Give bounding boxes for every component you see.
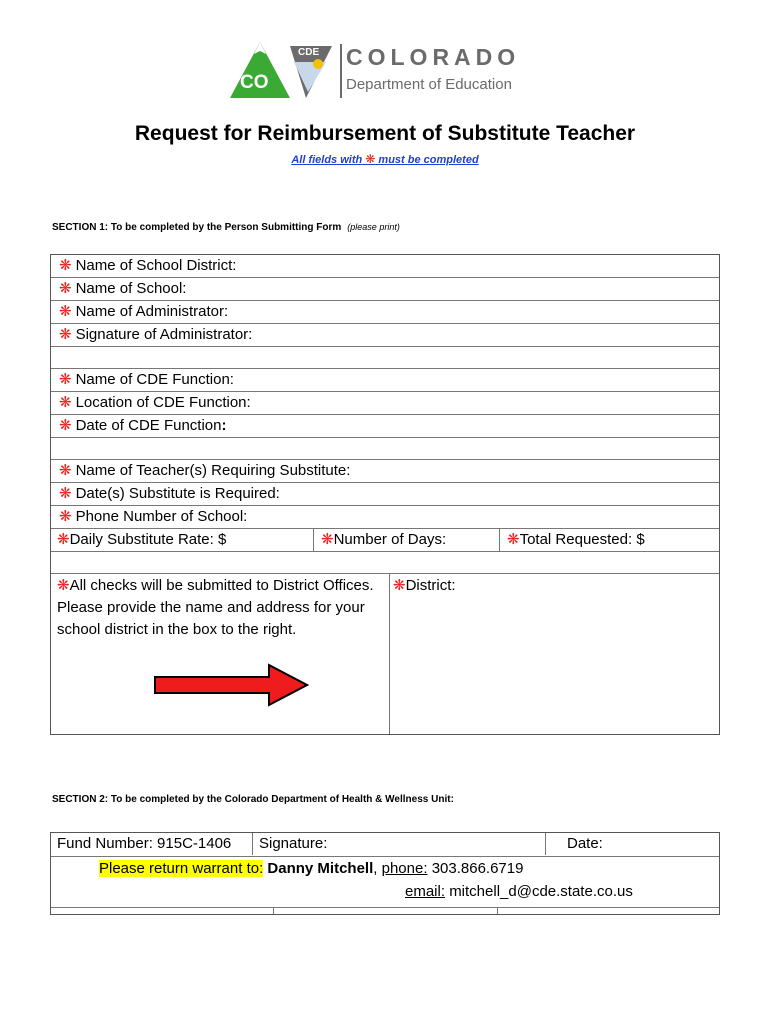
field-label: Signature of Administrator: — [75, 326, 253, 343]
brand-subtitle: Department of Education — [346, 76, 512, 93]
required-note-before: All fields with — [291, 154, 363, 166]
field-cde-location[interactable] — [51, 392, 719, 415]
cell-divider — [499, 529, 500, 551]
cde-logo — [228, 40, 548, 104]
field-school-district[interactable] — [51, 255, 719, 278]
field-label: Name of School: — [75, 280, 187, 297]
required-star-icon: ❋ — [59, 508, 72, 525]
field-school[interactable] — [51, 278, 719, 301]
required-star-icon: ❋ — [59, 326, 72, 343]
logo-badge-text: CDE — [298, 47, 320, 58]
section1-note: (please print) — [347, 222, 400, 232]
email-line — [405, 881, 633, 903]
required-star-icon: ❋ — [321, 531, 334, 548]
field-section2-signature[interactable]: Signature: — [259, 835, 328, 852]
field-district-address[interactable] — [393, 575, 456, 597]
field-daily-rate[interactable] — [53, 529, 313, 551]
field-label: Daily Substitute Rate: $ — [69, 531, 227, 548]
field-cde-function[interactable] — [51, 369, 719, 392]
required-star-icon: ❋ — [507, 531, 520, 548]
section1-form — [50, 254, 720, 735]
field-label: Name of Administrator: — [75, 303, 229, 320]
fund-row — [51, 833, 719, 857]
field-total-requested[interactable] — [503, 529, 717, 551]
required-fields-note — [0, 152, 770, 166]
field-number-of-days[interactable] — [317, 529, 499, 551]
required-note-after: must be completed — [378, 154, 479, 166]
field-school-phone[interactable] — [51, 506, 719, 529]
required-star-icon: ❋ — [59, 280, 72, 297]
logo-mark-text: CO — [240, 72, 269, 93]
spacer-row — [51, 347, 719, 369]
required-star-icon: ❋ — [57, 531, 70, 548]
cell-divider — [273, 907, 274, 914]
field-label: Name of School District: — [75, 257, 237, 274]
field-section2-date[interactable]: Date: — [567, 835, 603, 852]
section2-form — [50, 832, 720, 915]
return-warrant-line: Please return warrant to: Danny Mitchell, phone: 303.866.6719 — [99, 860, 524, 877]
page-title: Request for Reimbursement of Substitute Teacher — [134, 122, 636, 145]
field-label: Number of Days: — [333, 531, 447, 548]
fund-number: Fund Number: 915C-1406 — [57, 835, 232, 852]
checks-note — [57, 575, 387, 641]
field-label-colon: : — [221, 417, 227, 434]
field-label: Total Requested: $ — [519, 531, 645, 548]
required-star-icon: ❋ — [59, 257, 72, 274]
field-label: Location of CDE Function: — [75, 394, 251, 411]
field-label: District: — [405, 577, 456, 594]
contact-name: Danny Mitchell — [267, 860, 374, 877]
cell-divider — [389, 574, 390, 734]
return-warrant-label: Please return warrant to: — [99, 860, 264, 877]
required-star-icon: ❋ — [57, 577, 70, 594]
required-star-icon: ❋ — [59, 485, 72, 502]
cell-divider — [313, 529, 314, 551]
field-administrator-signature[interactable] — [51, 324, 719, 347]
required-star-icon: ❋ — [393, 577, 406, 594]
email-label: email: — [405, 883, 446, 900]
checks-note-text: All checks will be submitted to District Offices. Please provide the name and address for your school district in the box to the right. — [57, 577, 374, 638]
cell-divider — [545, 833, 546, 855]
section1-heading-text: SECTION 1: To be completed by the Person Submitting Form — [52, 222, 342, 233]
field-label: Name of CDE Function: — [75, 371, 234, 388]
rate-row — [51, 529, 719, 552]
spacer-row — [51, 552, 719, 574]
required-star-icon: ❋ — [59, 303, 72, 320]
field-label: Phone Number of School: — [75, 508, 248, 525]
phone-label: phone: — [381, 860, 428, 877]
brand-title: COLORADO — [346, 44, 521, 70]
contact-phone: 303.866.6719 — [431, 860, 524, 877]
required-star-icon: ❋ — [59, 417, 72, 434]
contact-email: mitchell_d@cde.state.co.us — [449, 883, 633, 900]
required-star-icon: ❋ — [59, 462, 72, 479]
field-label: Name of Teacher(s) Requiring Substitute: — [75, 462, 351, 479]
arrow-right-icon — [153, 663, 309, 707]
field-dates-required[interactable] — [51, 483, 719, 506]
field-administrator[interactable] — [51, 301, 719, 324]
section1-heading — [52, 222, 400, 233]
field-cde-date[interactable] — [51, 415, 719, 438]
required-star-icon: ❋ — [59, 371, 72, 388]
field-teachers[interactable] — [51, 460, 719, 483]
field-label: Date(s) Substitute is Required: — [75, 485, 280, 502]
spacer-row — [51, 438, 719, 460]
required-star-icon: ❋ — [365, 152, 376, 166]
section2-heading: SECTION 2: To be completed by the Colorado Department of Health & Wellness Unit: — [52, 794, 454, 805]
field-label: Date of CDE Function — [75, 417, 222, 434]
required-star-icon: ❋ — [59, 394, 72, 411]
cell-divider — [497, 907, 498, 914]
logo-divider — [340, 44, 342, 98]
table-bottom-line — [51, 907, 719, 908]
